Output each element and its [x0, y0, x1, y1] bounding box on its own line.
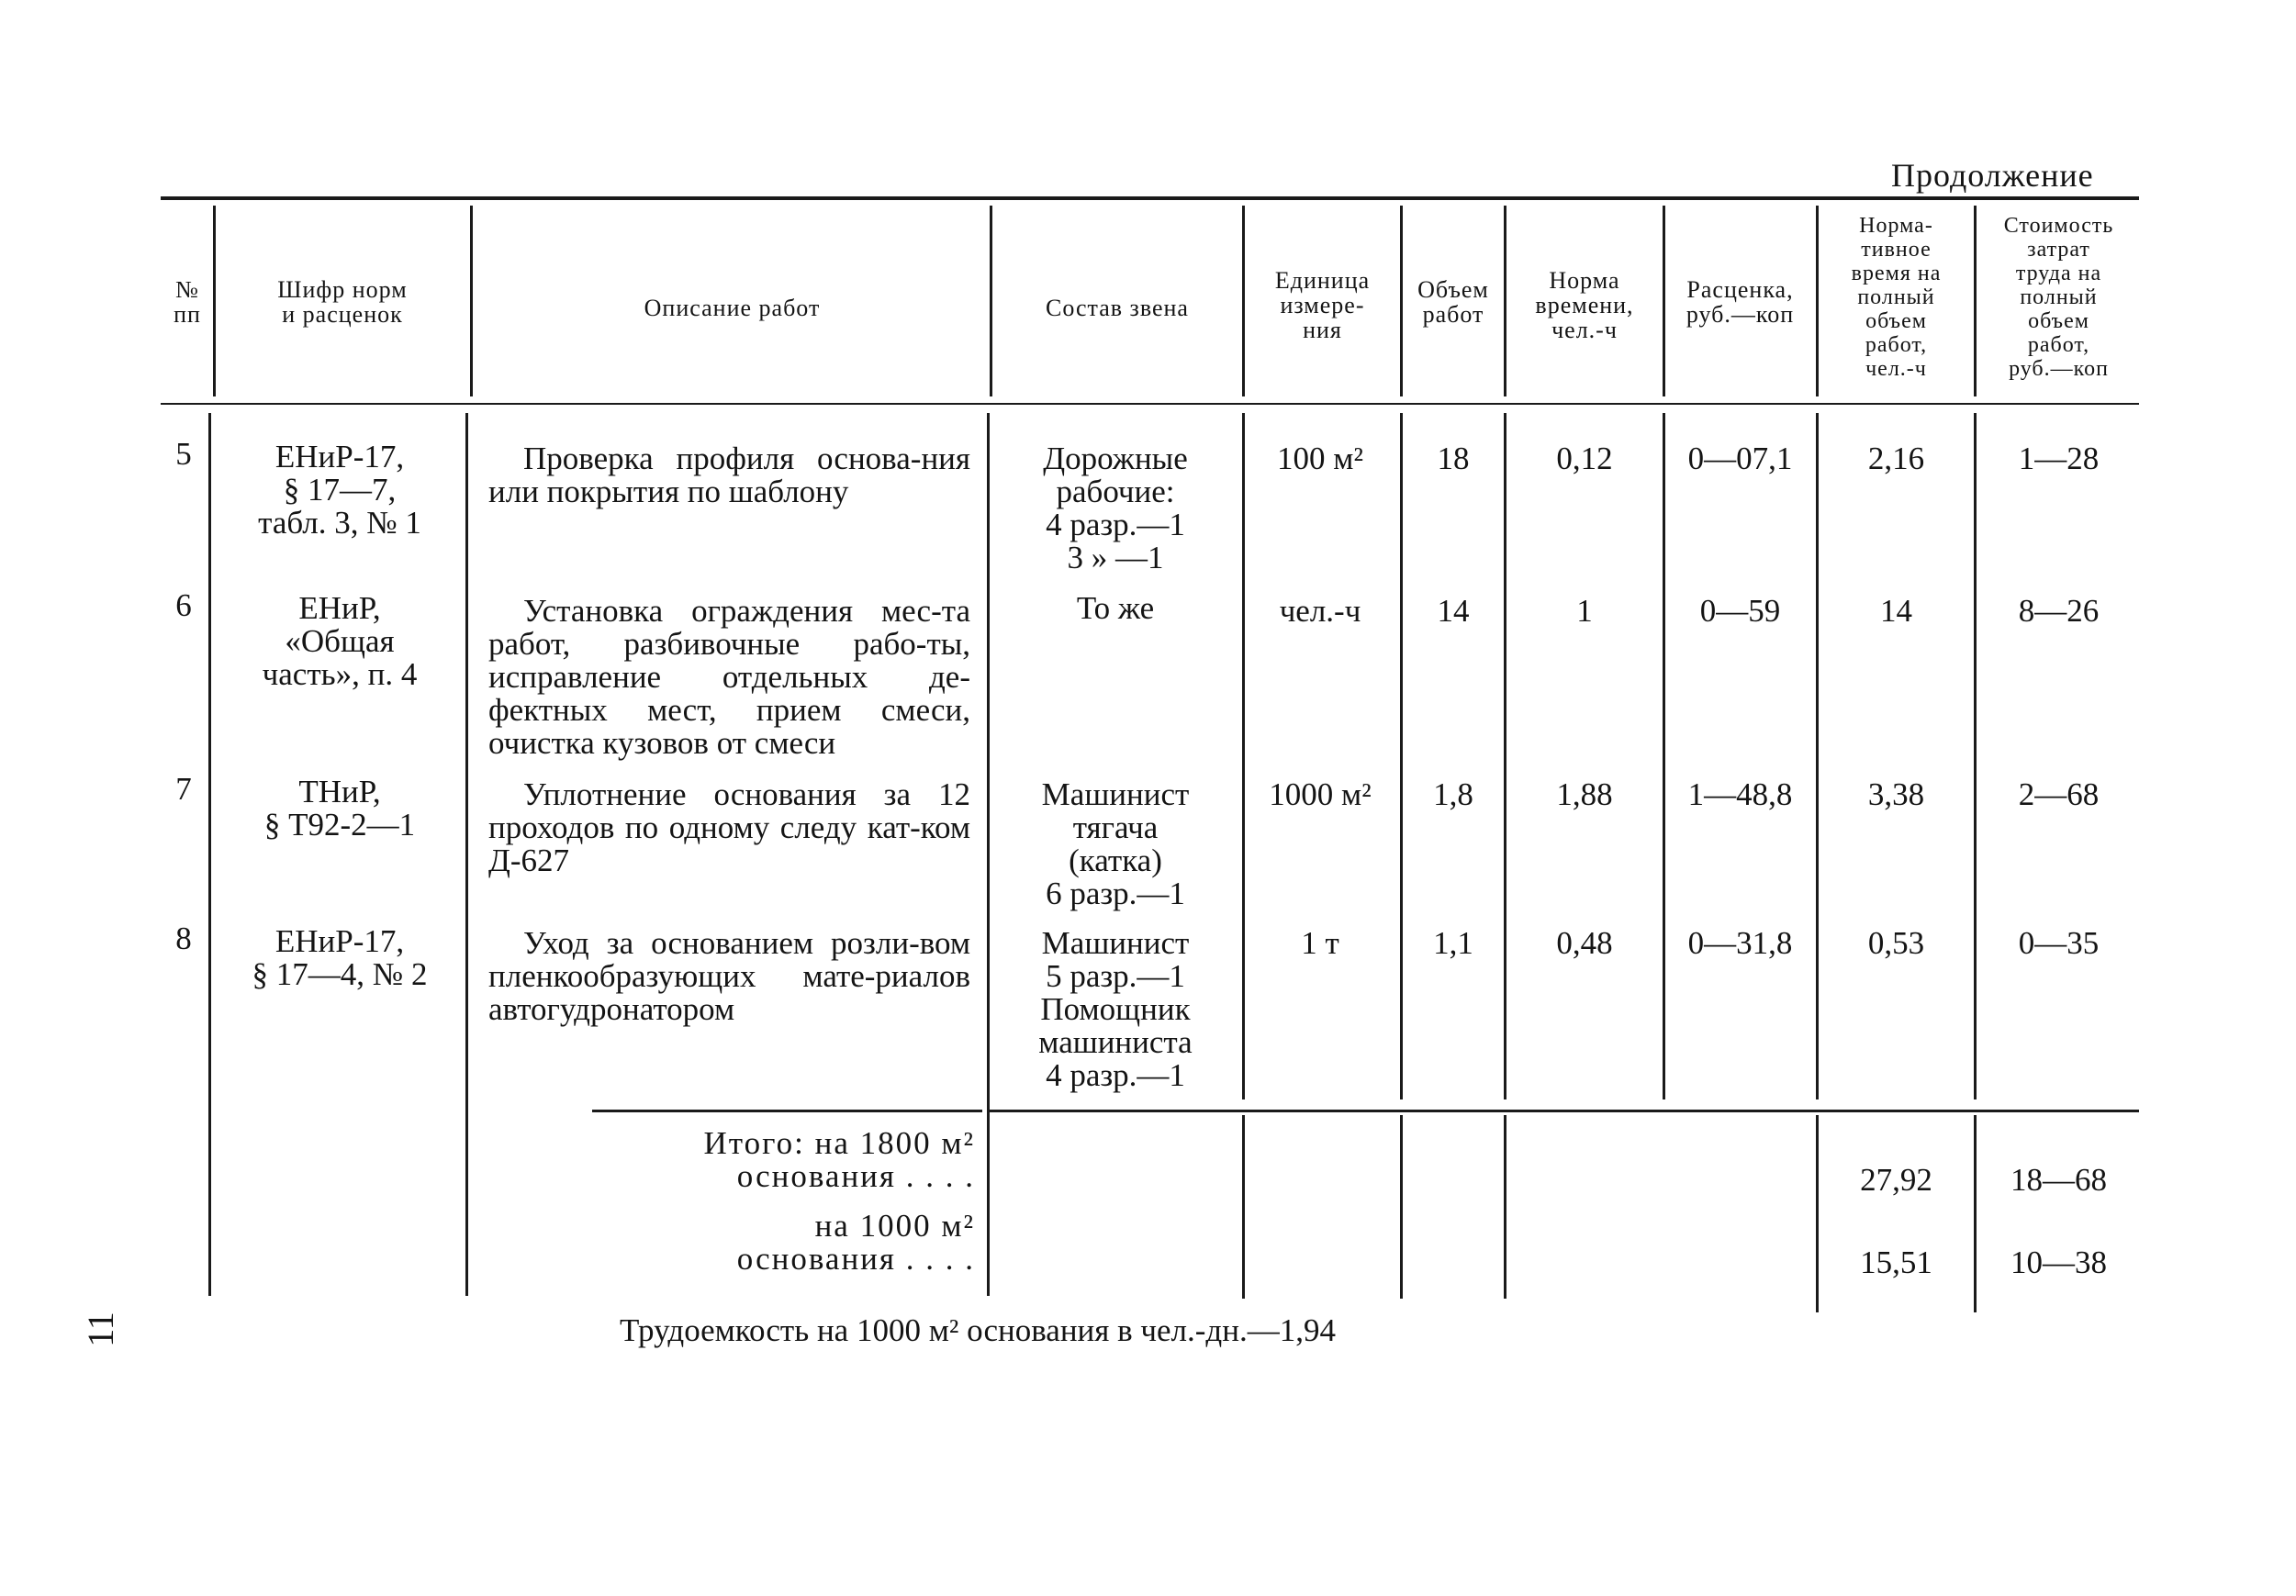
row-unit: 100 м²: [1277, 441, 1363, 476]
row-time-norm: 1,88: [1556, 776, 1613, 812]
row-description: Установка ограждения мес-та работ, разбивочные рабо-ты, исправление отдельных де-фектных мест, прием смеси, очистка кузовов от смеси: [488, 593, 970, 761]
header-volume: Объем работ: [1417, 276, 1489, 328]
row-crew: Машинист тягача (катка) 6 разр.—1: [1041, 776, 1190, 911]
table-top-rule: [161, 196, 2139, 200]
row-crew: Машинист 5 разр.—1 Помощник машиниста 4 разр.—1: [1038, 925, 1193, 1093]
row-volume: 1,8: [1433, 776, 1473, 812]
row-rate: 0—07,1: [1687, 441, 1793, 476]
header-description: Описание работ: [644, 295, 821, 321]
continued-label: Продолжение: [1891, 157, 2094, 194]
row-unit: 1 т: [1301, 925, 1339, 961]
row-labor-cost-total: 1—28: [2018, 441, 2100, 476]
row-labor-cost-total: 2—68: [2018, 776, 2100, 812]
row-unit: 1000 м²: [1269, 776, 1372, 812]
row-code: ЕНиР, «Общая часть», п. 4: [262, 590, 418, 692]
row-norm-time-total: 0,53: [1867, 925, 1925, 961]
row-num: 8: [175, 921, 192, 956]
row-description: Уплотнение основания за 12 проходов по одному следу кат-ком Д-627: [488, 776, 970, 878]
totals-labor-cost: 10—38: [2010, 1244, 2107, 1280]
row-labor-cost-total: 8—26: [2018, 593, 2100, 629]
header-time-norm: Норма времени, чел.-ч: [1535, 267, 1634, 343]
totals-norm-time: 27,92: [1860, 1162, 1932, 1198]
row-description: Уход за основанием розли-вом пленкообразующих мате-риалов автогудронатором: [488, 925, 970, 1027]
row-code: ЕНиР-17, § 17—7, табл. 3, № 1: [258, 439, 421, 541]
header-unit: Единица измере- ния: [1274, 267, 1371, 343]
totals-label: на 1000 м² основания . . . .: [736, 1208, 975, 1277]
row-num: 7: [175, 771, 192, 807]
row-rate: 0—59: [1699, 593, 1781, 629]
row-norm-time-total: 14: [1880, 593, 1912, 629]
row-rate: 0—31,8: [1687, 925, 1793, 961]
row-description: Проверка профиля основа-ния или покрытия по шаблону: [488, 441, 970, 509]
header-bottom-rule: [161, 403, 2139, 405]
header-labor-cost-total: Стоимость затрат труда на полный объем работ, руб.—коп: [2003, 214, 2114, 381]
row-volume: 14: [1437, 593, 1470, 629]
row-rate: 1—48,8: [1687, 776, 1793, 812]
totals-norm-time: 15,51: [1860, 1244, 1932, 1280]
row-crew: То же: [1076, 590, 1155, 626]
row-code: ЕНиР-17, § 17—4, № 2: [252, 923, 428, 992]
header-norm-time-total: Норма- тивное время на полный объем работ, чел.-ч: [1851, 214, 1942, 381]
totals-labor-cost: 18—68: [2010, 1162, 2107, 1198]
row-unit: чел.-ч: [1279, 593, 1361, 629]
header-crew: Состав звена: [1046, 295, 1189, 321]
totals-rule-right: [990, 1110, 2139, 1112]
row-crew: Дорожные рабочие: 4 разр.—1 3 » —1: [1043, 441, 1188, 575]
row-num: 5: [175, 436, 192, 472]
header-code: Шифр норм и расценок: [277, 276, 408, 328]
totals-rule-left: [592, 1110, 982, 1112]
row-norm-time-total: 2,16: [1867, 441, 1925, 476]
header-num: № пп: [174, 276, 201, 328]
row-volume: 18: [1437, 441, 1470, 476]
row-time-norm: 1: [1576, 593, 1593, 629]
row-code: ТНиР, § Т92-2—1: [263, 774, 416, 843]
row-num: 6: [175, 587, 192, 623]
totals-label: Итого: на 1800 м² основания . . . .: [703, 1125, 975, 1194]
row-norm-time-total: 3,38: [1867, 776, 1925, 812]
labor-intensity-note: Трудоемкость на 1000 м² основания в чел.-дн.—1,94: [620, 1312, 1336, 1348]
page-number: 11: [79, 1311, 121, 1347]
row-labor-cost-total: 0—35: [2018, 925, 2100, 961]
row-volume: 1,1: [1433, 925, 1473, 961]
row-time-norm: 0,48: [1556, 925, 1613, 961]
header-rate: Расценка, руб.—коп: [1686, 276, 1795, 328]
row-time-norm: 0,12: [1556, 441, 1613, 476]
